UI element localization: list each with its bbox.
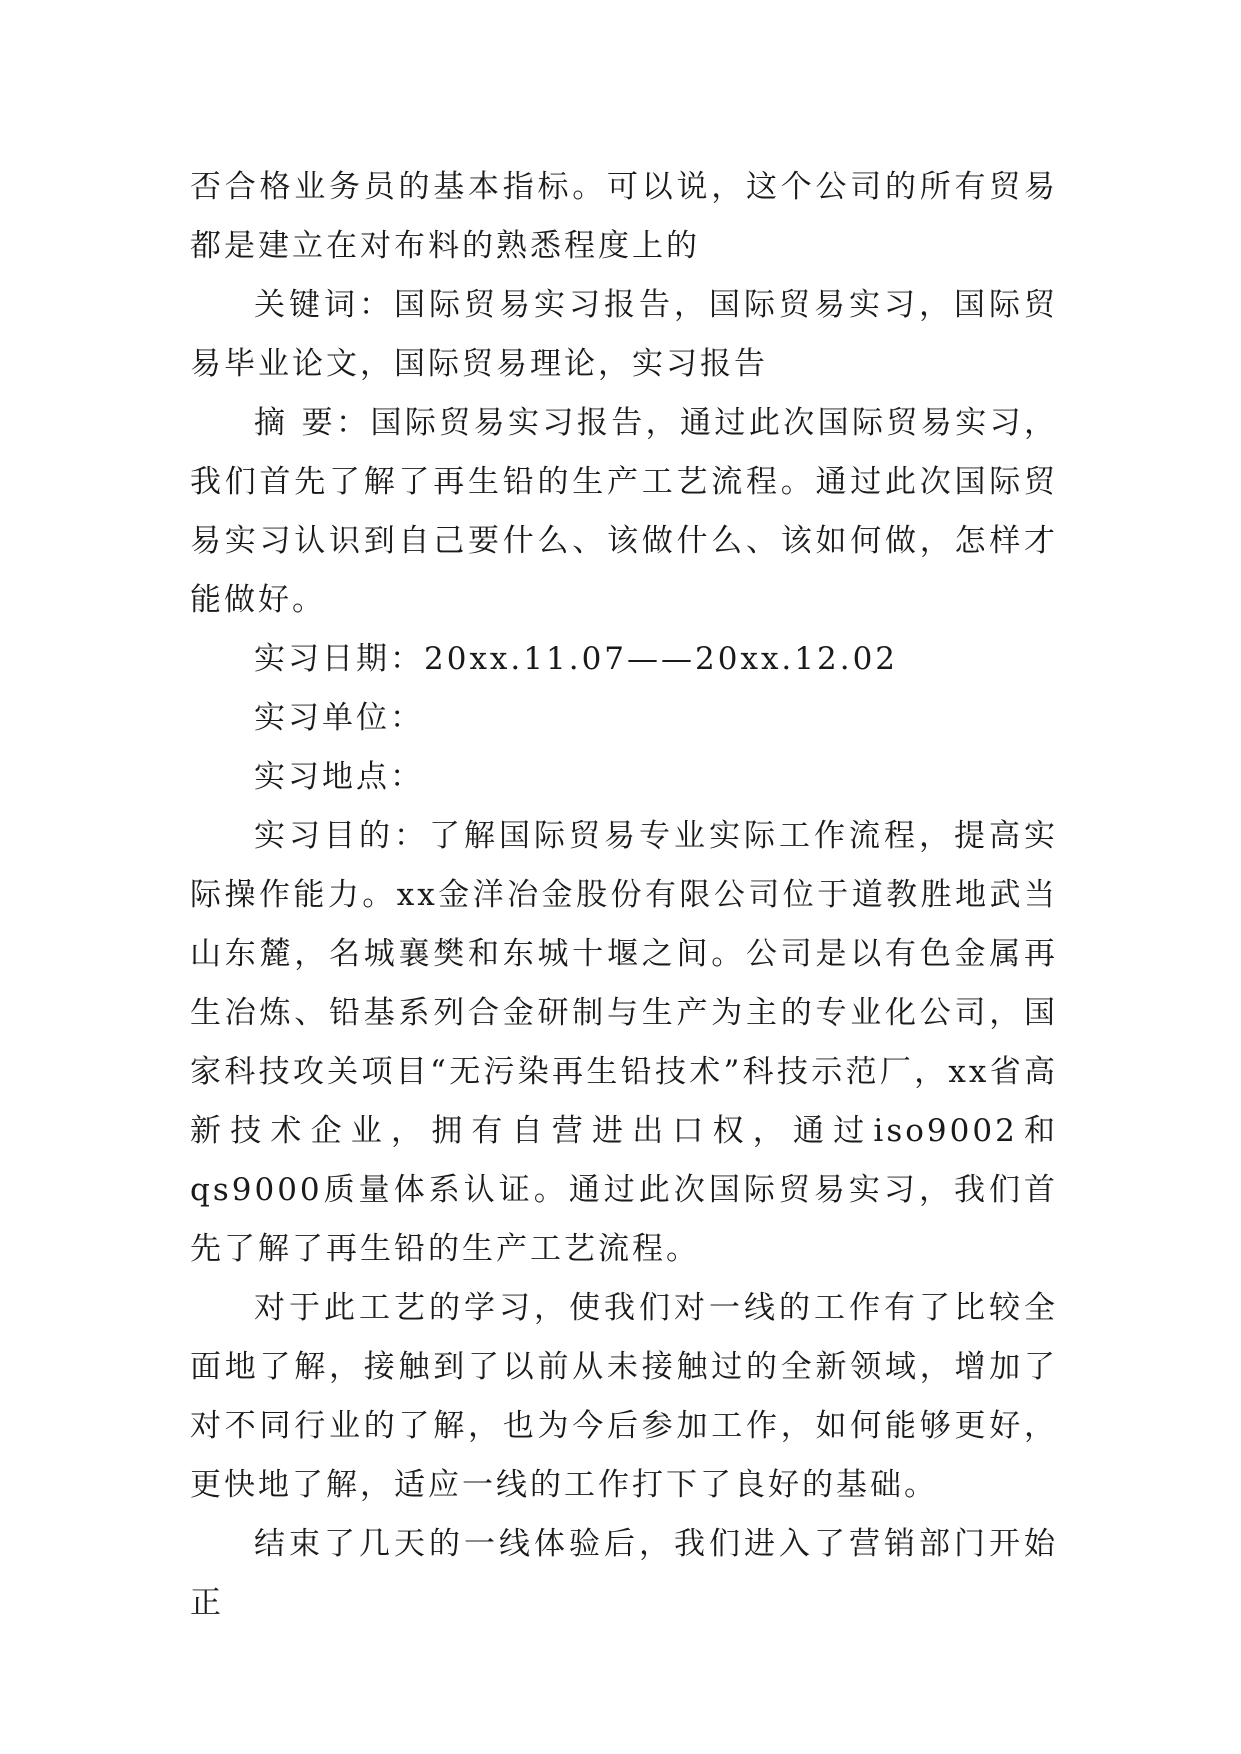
paragraph-internship-purpose: 实习目的：了解国际贸易专业实际工作流程，提高实际操作能力。xx金洋冶金股份有限公司位于道教胜地武当山东麓，名城襄樊和东城十堰之间。公司是以有色金属再生冶炼、铅基系列合金研制与生产为主的专业化公司，国家科技攻关项目“无污染再生铅技术”科技示范厂，xx省高新技术企业，拥有自营进出口权，通过iso9002和qs9000质量体系认证。通过此次国际贸易实习，我们首先了解了再生铅的生产工艺流程。 <box>190 818 1058 1267</box>
paragraph-internship-date: 实习日期：20xx.11.07——20xx.12.02 <box>254 641 899 677</box>
paragraph-internship-unit: 实习单位： <box>254 700 424 736</box>
paragraph-continuation: 否合格业务员的基本指标。可以说，这个公司的所有贸易都是建立在对布料的熟悉程度上的 <box>190 169 1058 264</box>
paragraph-abstract: 摘 要：国际贸易实习报告，通过此次国际贸易实习，我们首先了解了再生铅的生产工艺流程。通过此次国际贸易实习认识到自己要什么、该做什么、该如何做，怎样才能做好。 <box>190 405 1058 618</box>
paragraph-sales-department: 结束了几天的一线体验后，我们进入了营销部门开始正 <box>190 1526 1058 1621</box>
document-page <box>190 158 1058 1633</box>
paragraph-internship-location: 实习地点： <box>254 759 424 795</box>
paragraph-keywords: 关键词：国际贸易实习报告，国际贸易实习，国际贸易毕业论文，国际贸易理论，实习报告 <box>190 287 1058 382</box>
paragraph-process-learning: 对于此工艺的学习，使我们对一线的工作有了比较全面地了解，接触到了以前从未接触过的全新领域，增加了对不同行业的了解，也为今后参加工作，如何能够更好，更快地了解，适应一线的工作打下了良好的基础。 <box>190 1290 1058 1503</box>
